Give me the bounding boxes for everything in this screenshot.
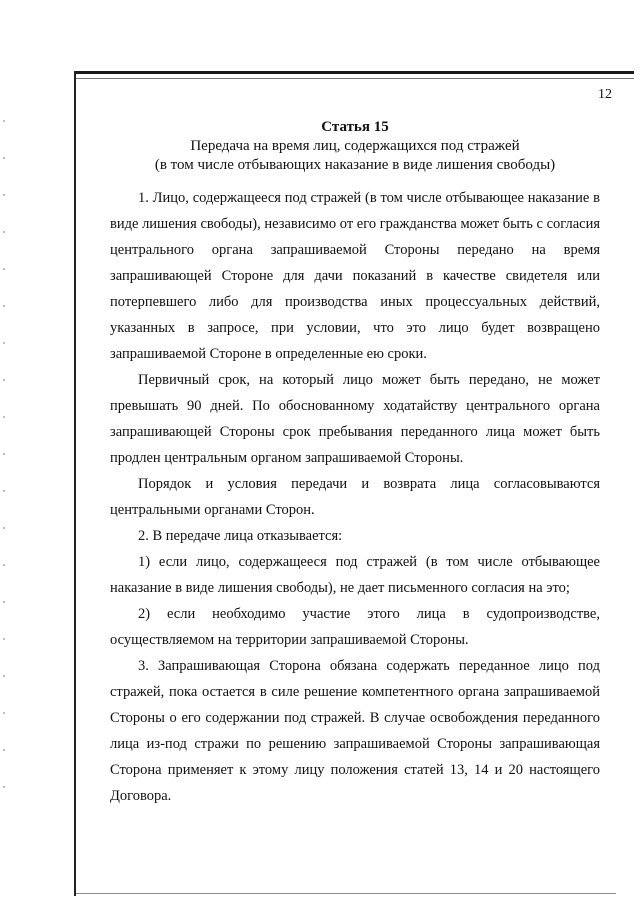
paragraph-7: 3. Запрашивающая Сторона обязана содержать переданное лицо под стражей, пока остается в силе решение компетентного органа запрашиваемой Стороны о его содержании под стражей. В случае освобождения переданного лица из-под стражи по решению запрашиваемой Стороны запрашивающая Сторона применяет к этому лицу положения статей 13, 14 и 20 настоящего Договора. <box>110 658 600 804</box>
paragraph-4: 2. В передаче лица отказывается: <box>138 528 343 544</box>
scan-top-border <box>74 71 634 74</box>
scan-top-border-thin <box>74 78 634 79</box>
scan-edge-marks <box>3 120 5 820</box>
article-heading <box>110 118 600 175</box>
paragraph-2: Первичный срок, на который лицо может быть передано, не может превышать 90 дней. По обоснованному ходатайству центрального органа запрашивающей Стороны срок пребывания переданного лица может быть продлен центральным органом запрашиваемой Стороны. <box>110 372 600 466</box>
article-subtitle-line1: Передача на время лиц, содержащихся под стражей <box>190 138 520 154</box>
article-title: Статья 15 <box>321 119 389 135</box>
scan-bottom-border <box>76 893 616 894</box>
scan-left-border <box>74 71 76 896</box>
paragraph-1: 1. Лицо, содержащееся под стражей (в том числе отбывающее наказание в виде лишения свободы), независимо от его гражданства может быть с согласия центрального органа запрашиваемой Стороны передано на время запрашивающей Стороне для дачи показаний в качестве свидетеля или потерпевшего либо для производства иных процессуальных действий, указанных в запросе, при условии, что это лицо будет возвращено запрашиваемой Стороне в определенные ею сроки. <box>110 190 600 362</box>
article-body <box>110 185 600 809</box>
paragraph-3: Порядок и условия передачи и возврата лица согласовываются центральными органами Сторон. <box>110 476 600 518</box>
paragraph-5: 1) если лицо, содержащееся под стражей (в том числе отбывающее наказание в виде лишения свободы), не дает письменного согласия на это; <box>110 554 600 596</box>
article-subtitle-line2: (в том числе отбывающих наказание в виде лишения свободы) <box>154 157 556 173</box>
paragraph-6: 2) если необходимо участие этого лица в судопроизводстве, осуществляемом на территории запрашиваемой Стороны. <box>110 606 600 648</box>
page-number: 12 <box>598 87 612 102</box>
